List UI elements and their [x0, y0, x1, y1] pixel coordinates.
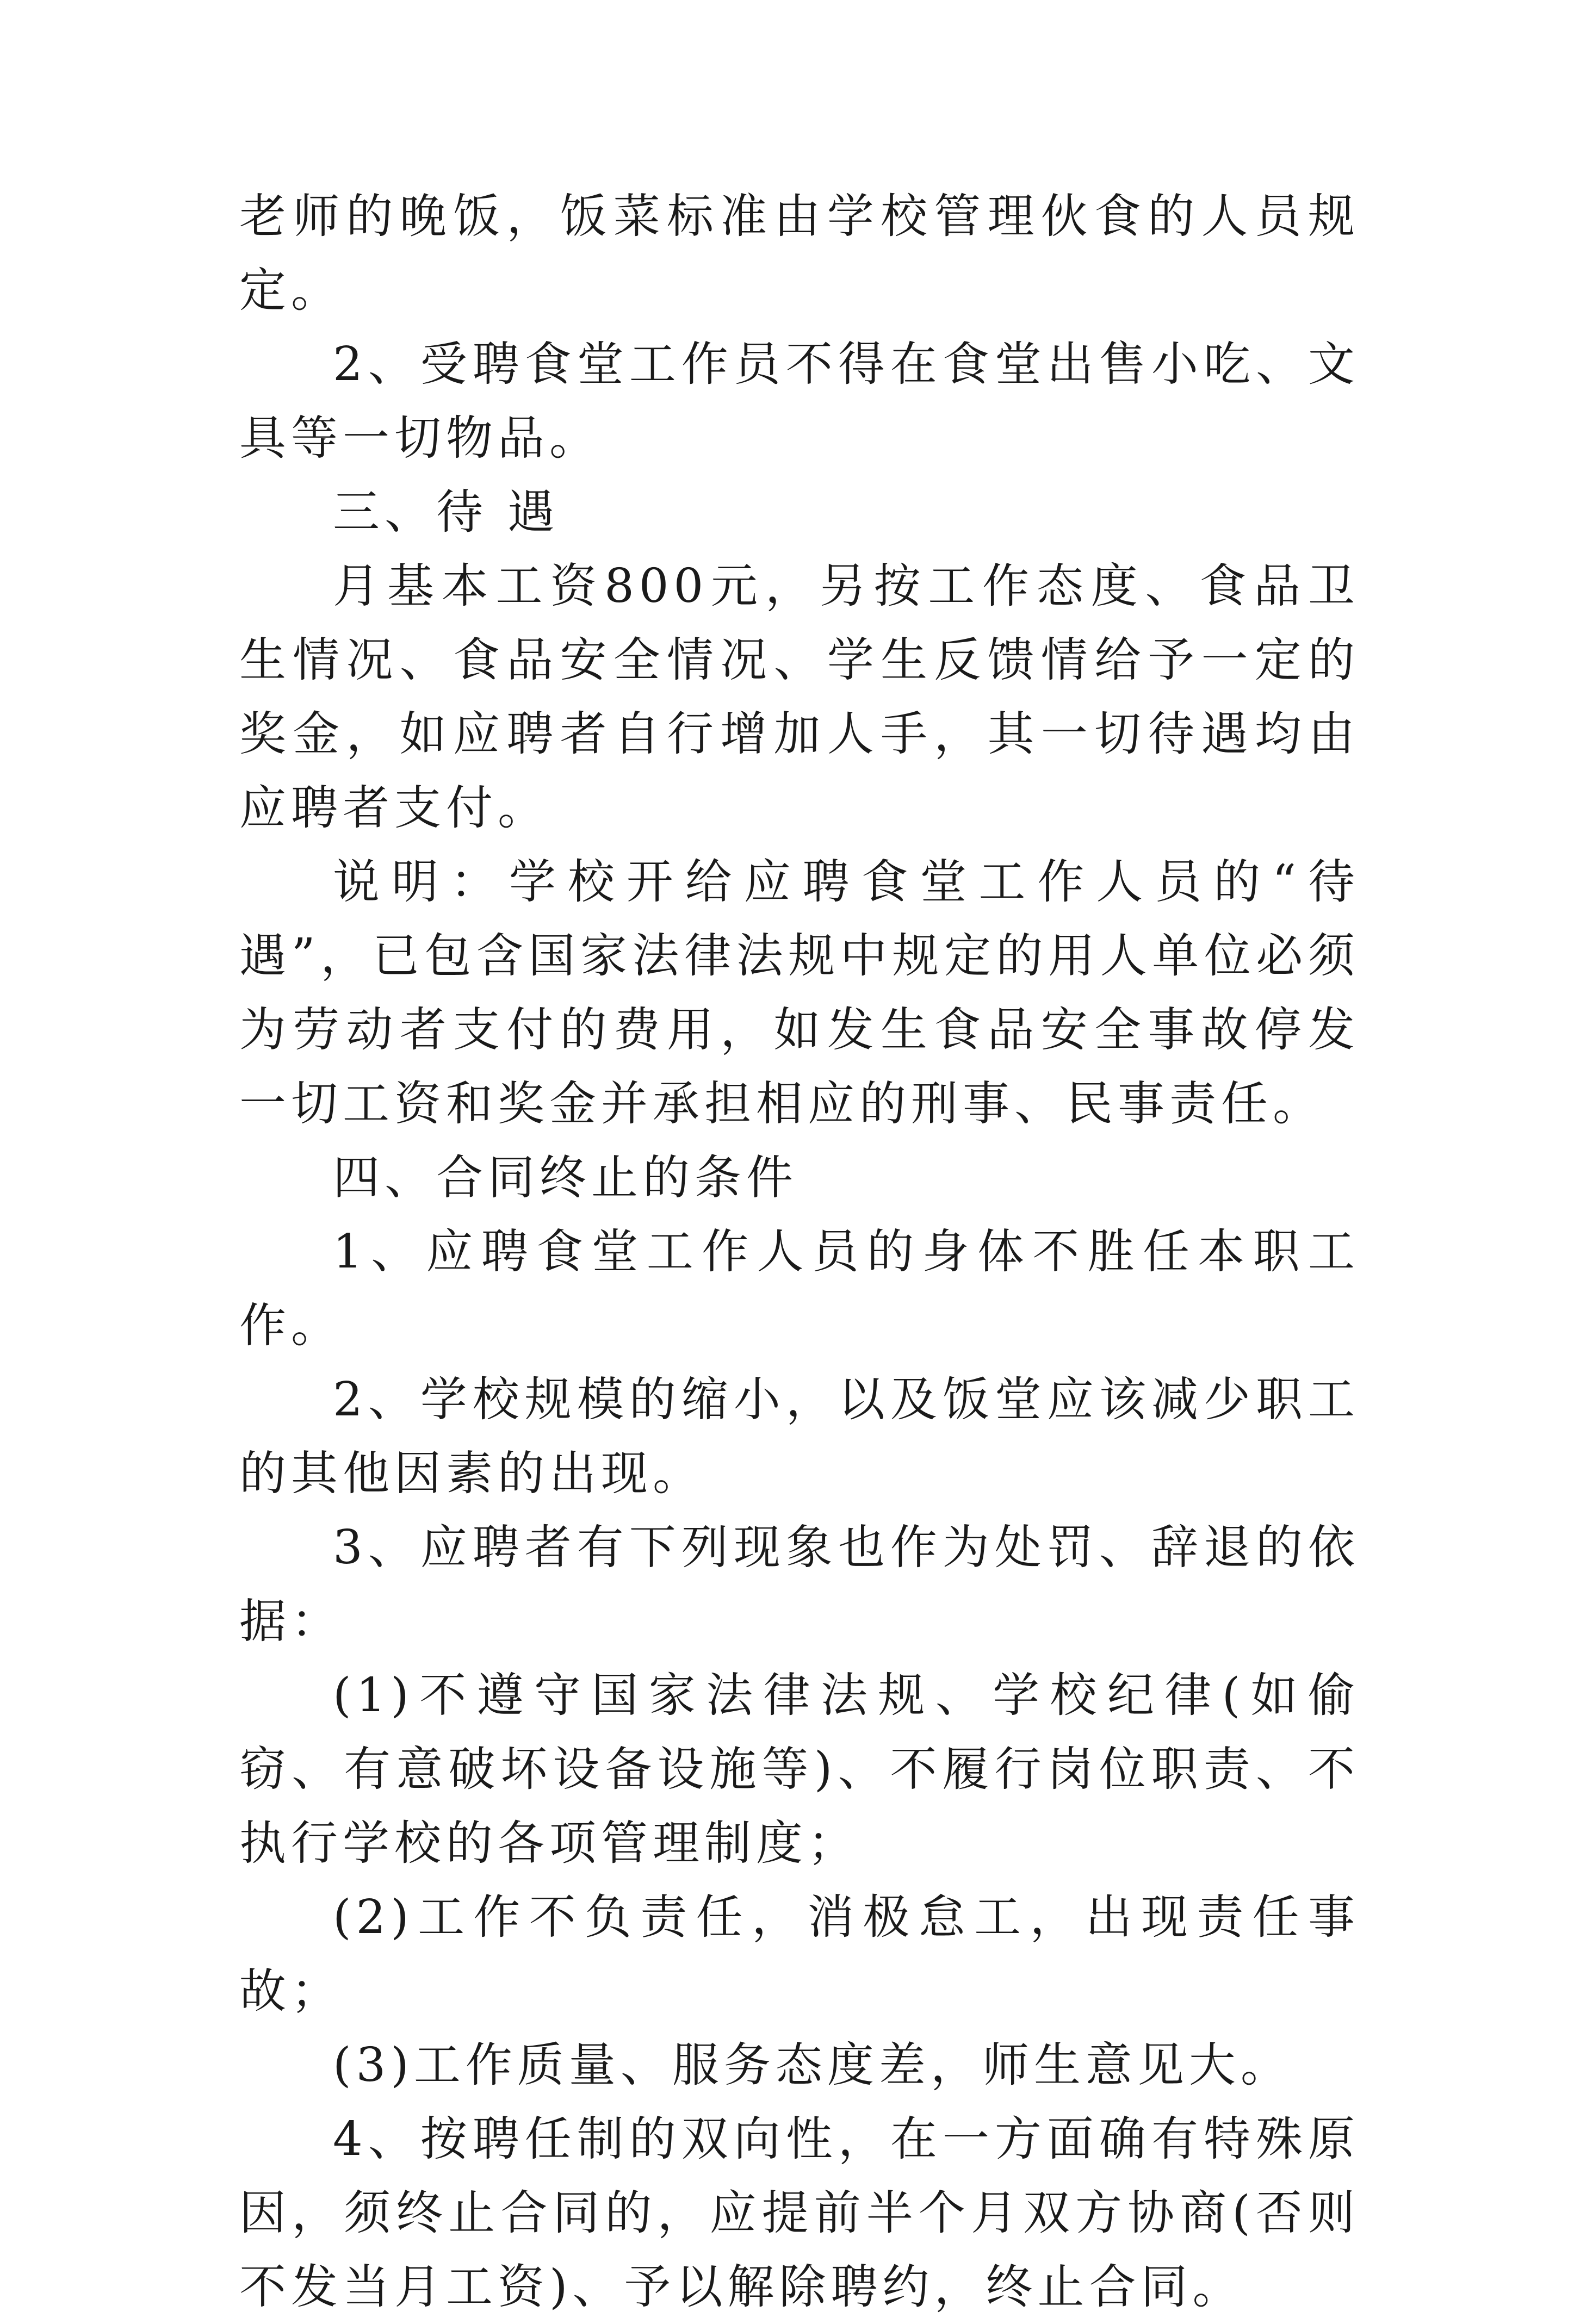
paragraph-term-4: 4、按聘任制的双向性，在一方面确有特殊原因，须终止合同的，应提前半个月双方协商(否则不发当月工资)、予以解除聘约，终止合同。 — [239, 2112, 1360, 2314]
paragraph-term-1: 1、应聘食堂工作人员的身体不胜任本职工作。 — [239, 1225, 1360, 1353]
paragraph-term-3: 3、应聘者有下列现象也作为处罚、辞退的依据： — [239, 1520, 1360, 1649]
paragraph-explanation: 说明：学校开给应聘食堂工作人员的“待遇”，已包含国家法律法规中规定的用人单位必须为劳动者支付的费用，如发生食品安全事故停发一切工资和奖金并承担相应的刑事、民事责任。 — [239, 855, 1360, 1131]
section-heading-termination: 四、合同终止的条件 — [333, 1151, 798, 1205]
paragraph-term-3-item-3: (3)工作质量、服务态度差，师生意见大。 — [333, 2038, 1292, 2092]
paragraph-no-selling: 2、受聘食堂工作员不得在食堂出售小吃、文具等一切物品。 — [239, 337, 1360, 465]
paragraph-term-3-item-2: (2)工作不负责任，消极怠工，出现责任事故； — [239, 1890, 1360, 2018]
section-heading-treatment: 三、待 遇 — [333, 485, 560, 539]
document-body — [239, 179, 1360, 2324]
paragraph-base-salary: 月基本工资800元，另按工作态度、食品卫生情况、食品安全情况、学生反馈情给予一定的奖金，如应聘者自行增加人手，其一切待遇均由应聘者支付。 — [239, 559, 1360, 835]
paragraph-term-3-item-1: (1)不遵守国家法律法规、学校纪律(如偷窃、有意破坏设备设施等)、不履行岗位职责、不执行学校的各项管理制度； — [239, 1668, 1360, 1871]
paragraph-dinner-standard: 老师的晚饭，饭菜标准由学校管理伙食的人员规定。 — [239, 189, 1360, 318]
paragraph-term-2: 2、学校规模的缩小，以及饭堂应该减少职工的其他因素的出现。 — [239, 1372, 1360, 1501]
